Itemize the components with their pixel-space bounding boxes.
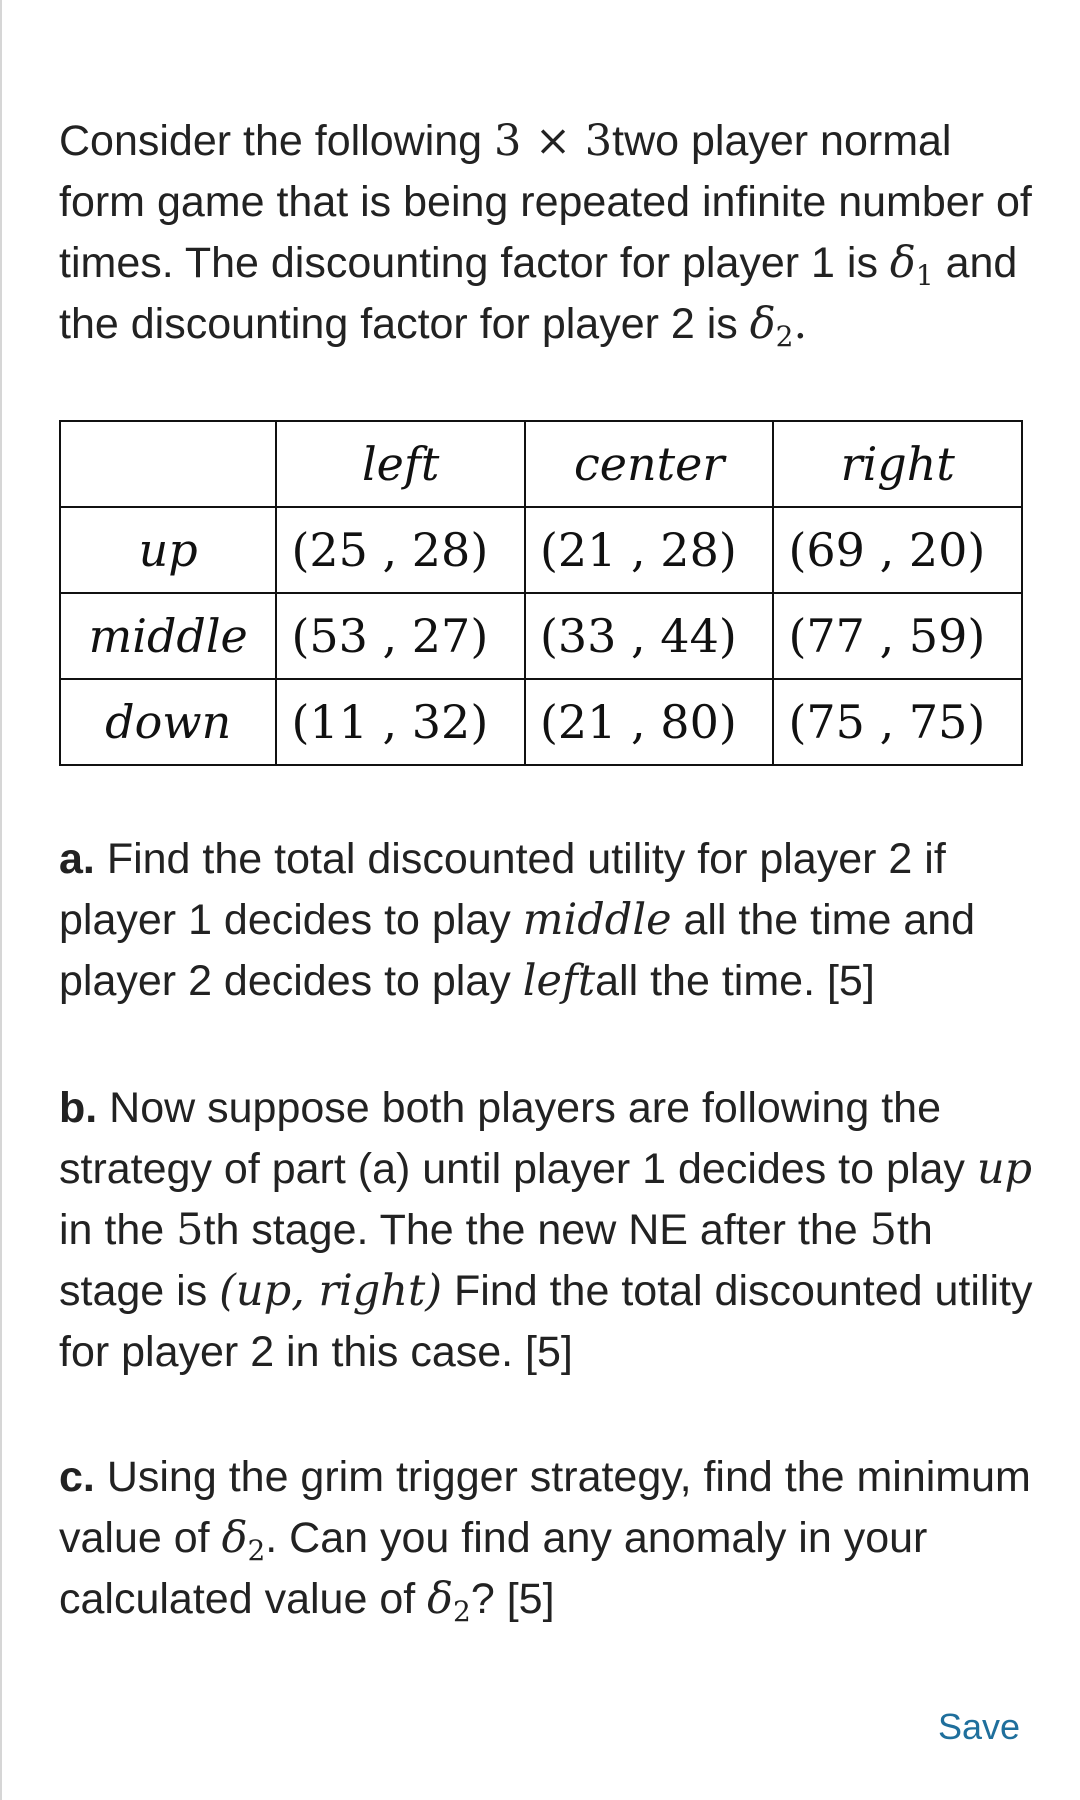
intro-paragraph — [59, 111, 1039, 355]
payoff-cell: (11 , 32) — [276, 679, 525, 765]
col-header-left: left — [276, 421, 525, 507]
math-left: left — [522, 956, 596, 1006]
col-header-right: right — [773, 421, 1022, 507]
payoff-cell: (33 , 44) — [525, 593, 774, 679]
row-label-up: up — [60, 507, 276, 593]
math-delta-2-subscript: 2 — [775, 320, 794, 353]
math-delta-2-subscript: 2 — [453, 1595, 471, 1628]
row-label-down: down — [60, 679, 276, 765]
payoff-cell: (21 , 80) — [525, 679, 774, 765]
intro-text-4: . — [793, 299, 808, 349]
payoff-cell: (25 , 28) — [276, 507, 525, 593]
question-c-text-2: . Can you find any anomaly in your calculated value of — [59, 1514, 928, 1623]
question-c-text-3: ? [5] — [470, 1575, 555, 1623]
question-b-text-2: in the — [59, 1206, 177, 1254]
question-b-text-5: Find the total discounted utility for player 2 in this case. [5] — [59, 1267, 1033, 1376]
question-a-text-3: all the time. [5] — [595, 957, 875, 1005]
payoff-matrix-table — [59, 420, 1023, 766]
question-a-label: a. — [59, 835, 95, 883]
table-row-down — [60, 679, 1022, 765]
math-game-size: 3 × 3 — [494, 116, 613, 166]
math-delta-2: δ — [221, 1513, 248, 1563]
payoff-cell: (21 , 28) — [525, 507, 774, 593]
payoff-cell: (53 , 27) — [276, 593, 525, 679]
intro-text-1: Consider the following — [59, 117, 495, 165]
math-stage-number: 5 — [176, 1205, 204, 1255]
intro-text-3: and the discounting factor for player 2 is — [59, 239, 1018, 348]
question-a — [59, 829, 1039, 1012]
question-b-text-3: th stage. The the new NE after the — [203, 1206, 870, 1254]
math-up: up — [976, 1144, 1033, 1194]
question-a-text-1: Find the total discounted utility for player 2 if player 1 decides to play — [59, 835, 946, 944]
table-row-up — [60, 507, 1022, 593]
payoff-cell: (69 , 20) — [773, 507, 1022, 593]
row-label-middle: middle — [60, 593, 276, 679]
math-delta-2-subscript: 2 — [247, 1534, 266, 1567]
question-b-text-1: Now suppose both players are following the strategy of part (a) until player 1 decides to play — [59, 1084, 977, 1193]
question-a-text-2: all the time and player 2 decides to play — [59, 896, 976, 1005]
math-delta-2: δ — [427, 1574, 454, 1624]
question-b-text-4: th stage is — [59, 1206, 933, 1315]
math-middle: middle — [522, 895, 672, 945]
math-delta-2: δ — [749, 299, 776, 349]
question-c — [59, 1447, 1039, 1630]
question-c-label: c. — [59, 1453, 95, 1501]
table-row-middle — [60, 593, 1022, 679]
math-delta-1-subscript: 1 — [915, 259, 934, 292]
question-b-label: b. — [59, 1084, 98, 1132]
math-delta-1: δ — [889, 238, 916, 288]
corner-cell — [60, 421, 276, 507]
page-left-border — [0, 0, 2, 1800]
payoff-cell: (77 , 59) — [773, 593, 1022, 679]
table-header-row — [60, 421, 1022, 507]
question-b — [59, 1078, 1039, 1383]
math-up-right-profile: (up, right) — [219, 1266, 443, 1316]
save-button[interactable]: Save — [938, 1700, 1020, 1754]
question-c-text-1: Using the grim trigger strategy, find the minimum value of — [59, 1453, 1031, 1562]
col-header-center: center — [525, 421, 774, 507]
intro-text-2: two player normal form game that is being repeated infinite number of times. The discounting factor for player 1 is — [59, 117, 1032, 287]
payoff-cell: (75 , 75) — [773, 679, 1022, 765]
math-stage-number: 5 — [869, 1205, 897, 1255]
